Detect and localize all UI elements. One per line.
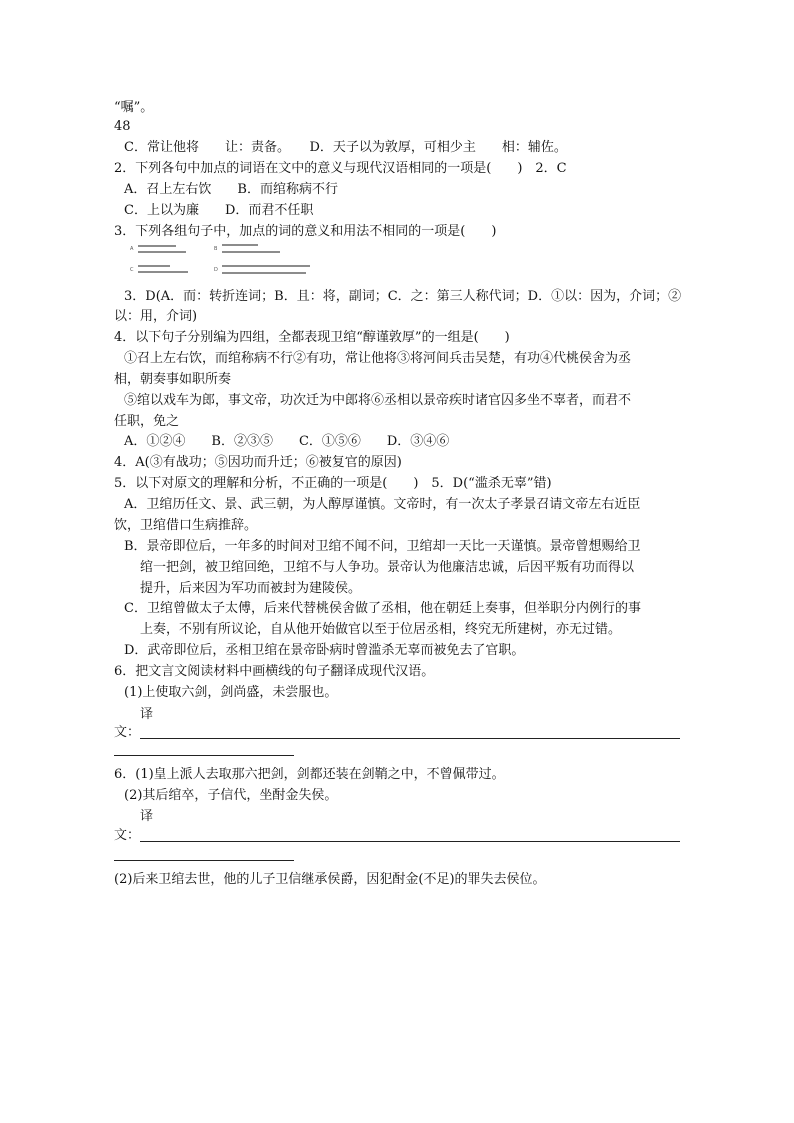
translation-label: 译	[140, 707, 154, 722]
text-line: 任职，免之	[114, 414, 180, 429]
question-3: 3．下列各组句子中，加点的词的意义和用法不相同的一项是( )	[114, 224, 497, 239]
option-line: C．上以为廉 D．而君不任职	[124, 203, 314, 218]
text-line: 饮，卫绾借口生病推辞。	[114, 518, 258, 533]
text-line: 上奏，不别有所议论，自从他开始做官以至于位居丞相，终究无所建树，亦无过错。	[140, 622, 622, 637]
text-line: 绾一把剑，被卫绾回绝，卫绾不与人争功。景帝认为他廉洁忠诚，后因平叛有功而得以	[140, 560, 635, 575]
svg-text:D: D	[214, 267, 218, 273]
text-line: “嘱”。	[114, 100, 154, 115]
options-image	[130, 241, 335, 284]
answer-line	[140, 738, 680, 739]
answer-line	[140, 841, 680, 842]
option-a: A．卫绾历任文、景、武三朝，为人醇厚谨慎。文帝时，有一次太子孝景召请文帝左右近臣	[124, 497, 641, 512]
sentence-1: (1)上使取六剑，剑尚盛，未尝服也。	[124, 685, 338, 700]
option-c: C．卫绾曾做太子太傅，后来代替桃侯舍做了丞相，他在朝廷上奏事，但举职分内例行的事	[124, 601, 641, 616]
text-line: 以：用，介词)	[114, 309, 198, 324]
text-line: ⑤绾以戏车为郎，事文帝，功次迁为中郎将⑥丞相以景帝疾时诸官囚多坐不辜者，而君不	[124, 393, 632, 408]
svg-text:B: B	[214, 246, 218, 252]
translation-label: 译	[140, 809, 154, 824]
text-line: 提升，后来因为军功而被封为建陵侯。	[140, 581, 362, 596]
answer-3: 3．D(A．而：转折连词；B．且：将，副词；C．之：第三人称代词；D．①以：因为，介词；②	[124, 289, 682, 304]
answer-line	[114, 755, 294, 756]
option-line: A．召上左右饮 B．而绾称病不行	[124, 182, 338, 197]
option-line: C．常让他将 让：责备。 D．天子以为敦厚，可相少主 相：辅佐。	[124, 140, 567, 155]
answer-line	[114, 860, 294, 861]
option-d: D．武帝即位后，丞相卫绾在景帝卧病时曾滥杀无辜而被免去了官职。	[124, 643, 525, 658]
svg-text:A: A	[130, 246, 134, 252]
svg-text:C: C	[130, 267, 134, 273]
question-5: 5．以下对原文的理解和分析，不正确的一项是( ) 5．D(“滥杀无辜”错)	[114, 476, 552, 491]
translation-label: 文：	[114, 828, 141, 843]
answer-4: 4．A(③有战功；⑤因功而升迁；⑥被复官的原因)	[114, 455, 402, 470]
text-line: ①召上左右饮，而绾称病不行②有功，常让他将③将河间兵击吴楚，有功④代桃侯舍为丞	[124, 351, 632, 366]
text-line: 相，朝奏事如职所奏	[114, 372, 232, 387]
page-number: 48	[114, 119, 131, 134]
translation-label: 文：	[114, 725, 141, 740]
question-6: 6．把文言文阅读材料中画横线的句子翻译成现代汉语。	[114, 664, 435, 679]
option-line: A．①②④ B．②③⑤ C．①⑤⑥ D．③④⑥	[124, 434, 450, 449]
option-b: B．景帝即位后，一年多的时间对卫绾不闻不问，卫绾却一天比一天谨慎。景帝曾想赐给卫	[124, 539, 641, 554]
question-4: 4．以下句子分别编为四组，全都表现卫绾“醇谨敦厚”的一组是( )	[114, 330, 510, 345]
sentence-2: (2)其后绾卒，子信代，坐酎金失侯。	[124, 788, 338, 803]
answer-6-1: 6．(1)皇上派人去取那六把剑，剑都还装在剑鞘之中，不曾佩带过。	[114, 767, 505, 782]
answer-6-2: (2)后来卫绾去世，他的儿子卫信继承侯爵，因犯酎金(不足)的罪失去侯位。	[114, 872, 546, 887]
question-2: 2．下列各句中加点的词语在文中的意义与现代汉语相同的一项是( ) 2．C	[114, 161, 567, 176]
